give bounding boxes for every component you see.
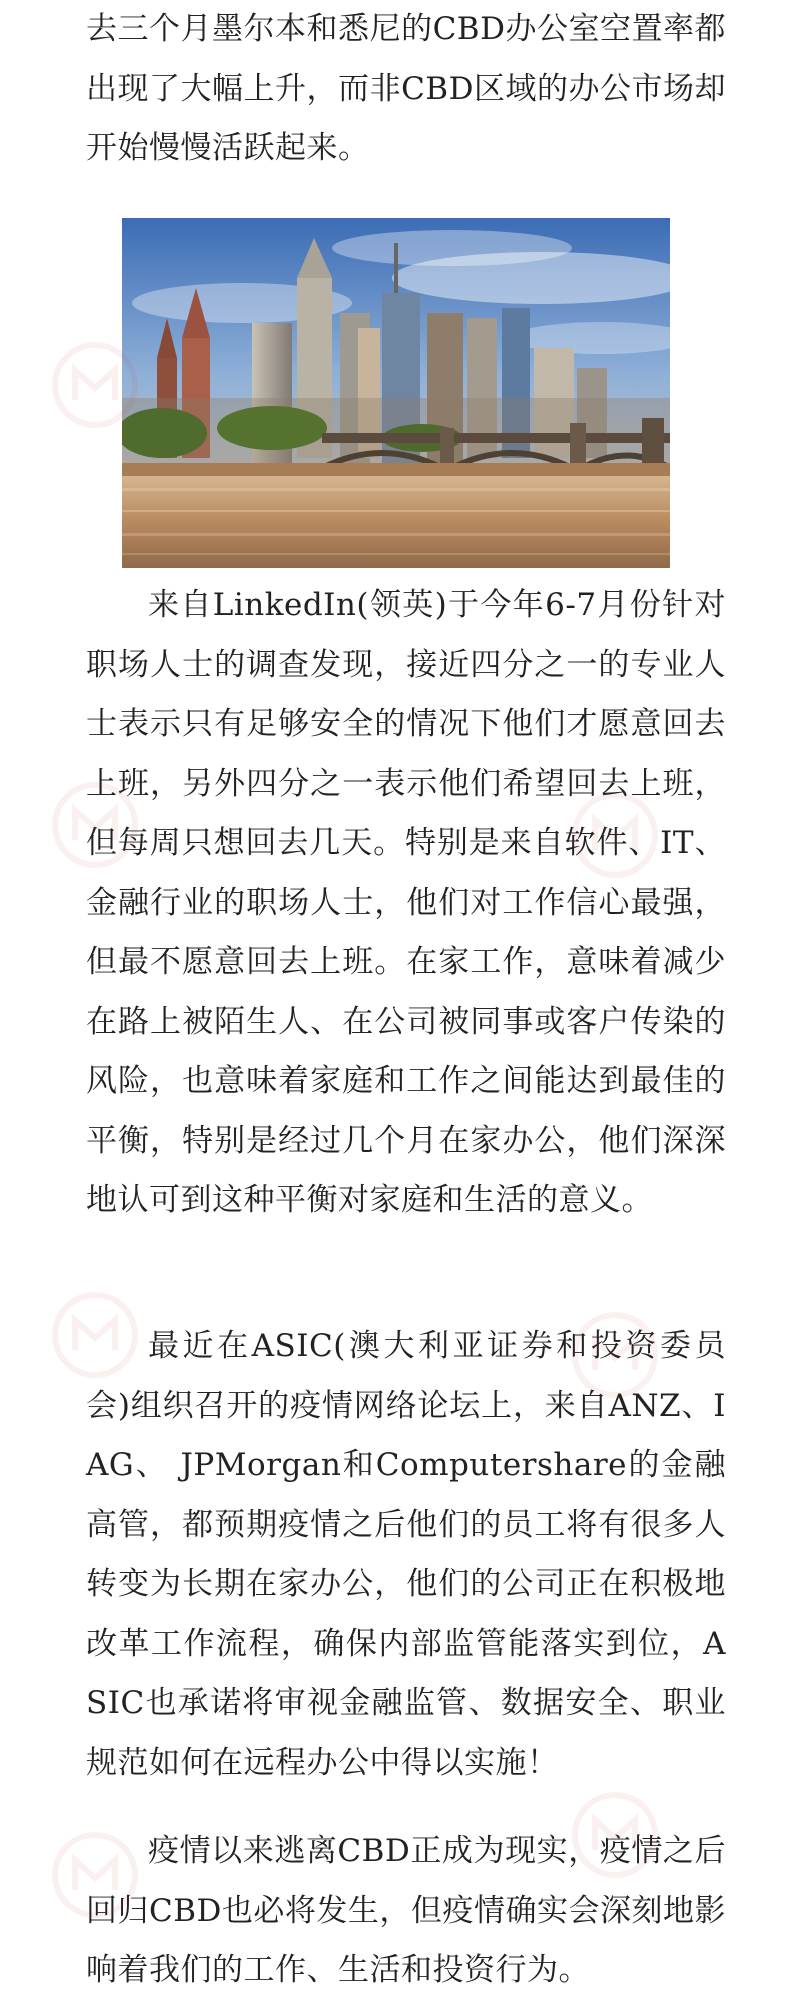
paragraph-asic-forum: 最近在ASIC(澳大利亚证券和投资委员会)组织召开的疫情网络论坛上，来自ANZ、IAG、 JPMorgan和Computershare的金融高管，都预期疫情之后他们的员工将有很多人转变为长期在家办公，他们的公司正在积极地改革工作流程，确保内部监管能落实到位，ASIC也承诺将审视金融监管、数据安全、职业规范如何在远程办公中得以实施！ [86,1328,726,1781]
paragraph-conclusion: 疫情以来逃离CBD正成为现实，疫情之后回归CBD也必将发生，但疫情确实会深刻地影响着我们的工作、生活和投资行为。 [86,1833,726,1988]
article-body [86,0,726,1988]
melbourne-skyline-photo [122,218,670,568]
photo-illustration [122,218,670,568]
intro-paragraph: 去三个月墨尔本和悉尼的CBD办公室空置率都出现了大幅上升，而非CBD区域的办公市场却开始慢慢活跃起来。 [86,11,726,166]
paragraph-linkedin-survey: 来自LinkedIn(领英)于今年6-7月份针对职场人士的调查发现，接近四分之一的专业人士表示只有足够安全的情况下他们才愿意回去上班，另外四分之一表示他们希望回去上班，但每周只想回去几天。特别是来自软件、IT、金融行业的职场人士，他们对工作信心最强，但最不愿意回去上班。在家工作，意味着减少在路上被陌生人、在公司被同事或客户传染的风险，也意味着家庭和工作之间能达到最佳的平衡，特别是经过几个月在家办公，他们深深地认可到这种平衡对家庭和生活的意义。 [86,587,726,1218]
